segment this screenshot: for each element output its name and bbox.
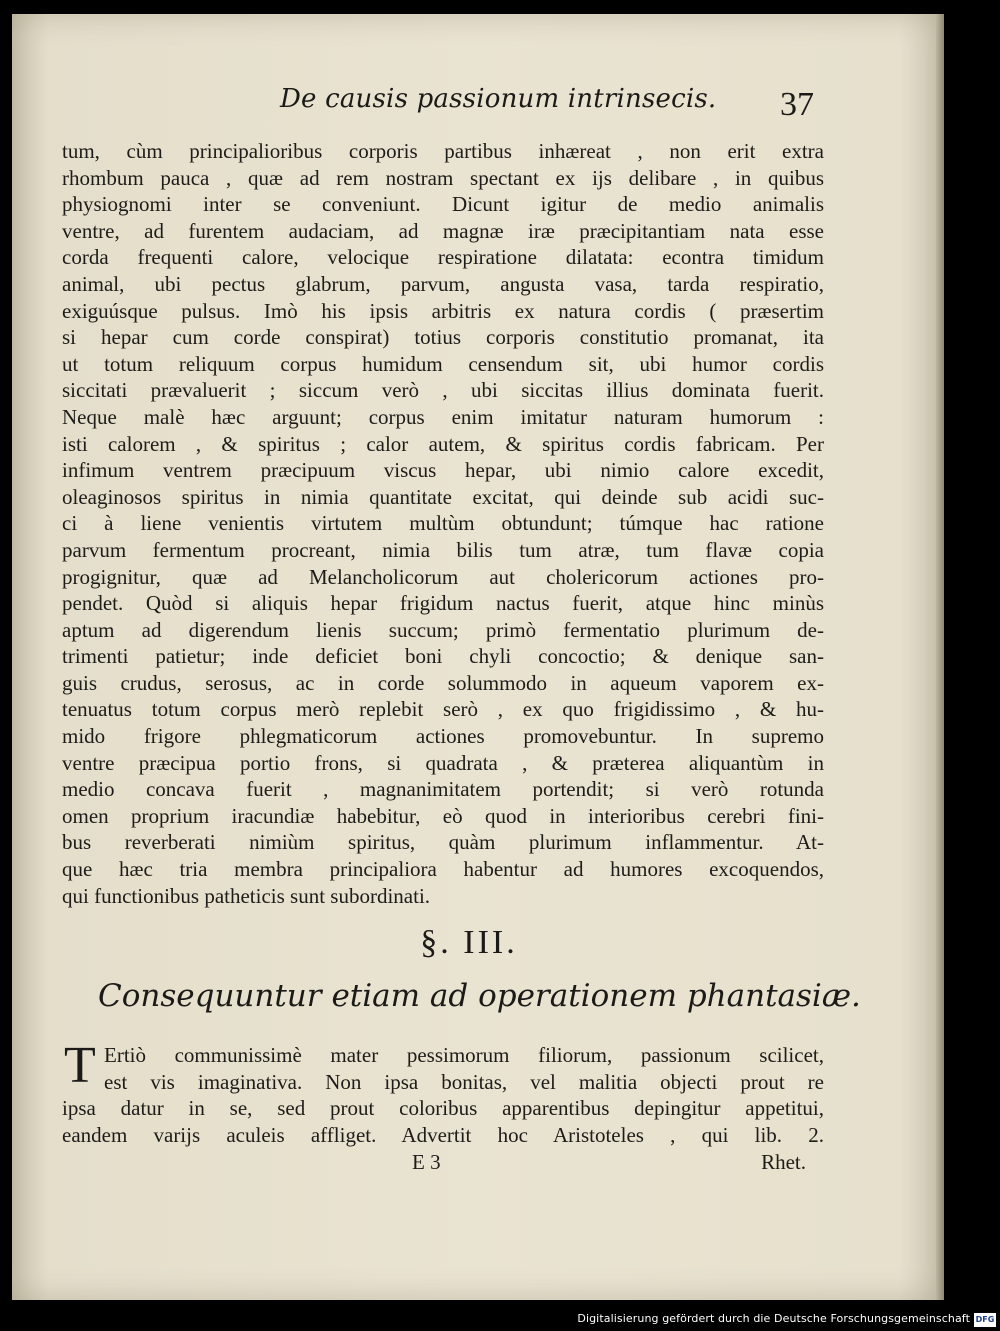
text-line: guis crudus, serosus, ac in corde solummodo in aqueum vaporem ex- bbox=[62, 670, 824, 695]
text-line: ventre, ad furentem audaciam, ad magnæ iræ præcipitantiam nata esse bbox=[62, 218, 824, 243]
text-line: oleaginosos spiritus in nimia quantitate excitat, qui deinde sub acidi suc- bbox=[62, 484, 824, 509]
text-line: est vis imaginativa. Non ipsa bonitas, vel malitia objecti prout re bbox=[104, 1069, 824, 1094]
catchword: Rhet. bbox=[761, 1150, 806, 1174]
text-line: medio concava fuerit , magnanimitatem portendit; si verò rotunda bbox=[62, 777, 824, 802]
drop-cap: T bbox=[64, 1037, 96, 1094]
text-line: si hepar cum corde conspirat) totius corporis constitutio promanat, ita bbox=[62, 325, 824, 350]
text-line: physiognomi inter se conveniunt. Dicunt igitur de medio animalis bbox=[62, 192, 824, 217]
text-line: parvum fermentum procreant, nimia bilis tum atræ, tum flavæ copia bbox=[62, 537, 824, 562]
text-line: isti calorem , & spiritus ; calor autem, & spiritus cordis fabricam. Per bbox=[62, 431, 824, 456]
signature-mark: E 3 bbox=[412, 1150, 441, 1174]
page-number: 37 bbox=[780, 86, 814, 123]
footer-credit: Digitalisierung gefördert durch die Deutsche Forschungsgemeinschaft bbox=[577, 1312, 970, 1325]
paragraph-1 bbox=[62, 138, 824, 909]
text-line: omen proprium iracundiæ habebitur, eò quod in interioribus cerebri fini- bbox=[62, 803, 824, 828]
footer-bar bbox=[0, 1310, 1000, 1331]
text-line: trimenti patietur; inde deficiet boni chyli concoctio; & denique san- bbox=[62, 644, 824, 669]
text-line: corda frequenti calore, velocique respiratione dilatata: econtra timidum bbox=[62, 245, 824, 270]
section-number: §. III. bbox=[420, 924, 518, 961]
dfg-logo-icon: DFG bbox=[974, 1313, 996, 1327]
text-line: tenuatus totum corpus merò replebit serò , ex quo frigidissimo , & hu- bbox=[62, 697, 824, 722]
paragraph-2 bbox=[62, 1037, 824, 1148]
text-line: qui functionibus patheticis sunt subordinati. bbox=[62, 883, 431, 908]
text-line: eandem varijs aculeis affliget. Advertit hoc Aristoteles , qui lib. 2. bbox=[62, 1122, 824, 1147]
text-line: Neque malè hæc arguunt; corpus enim imitatur naturam humorum : bbox=[62, 404, 824, 429]
running-head: De causis passionum intrinsecis. bbox=[280, 84, 717, 114]
text-line: mido frigore phlegmaticorum actiones promovebuntur. In supremo bbox=[62, 724, 824, 749]
text-line: exiguúsque pulsus. Imò his ipsis arbitris ex natura cordis ( præsertim bbox=[62, 298, 824, 323]
text-line: bus reverberati nimiùm spiritus, quàm plurimum inflammentur. At- bbox=[62, 830, 824, 855]
section-heading: Consequuntur etiam ad operationem phantasiæ. bbox=[98, 978, 861, 1014]
text-line: ut totum reliquum corpus humidum censendum sit, ubi humor cordis bbox=[62, 351, 824, 376]
text-line: rhombum pauca , quæ ad rem nostram spectant ex ijs delibare , in quibus bbox=[62, 165, 824, 190]
text-line: tum, cùm principalioribus corporis partibus inhæreat , non erit extra bbox=[62, 139, 824, 163]
text-line: pendet. Quòd si aliquis hepar frigidum nactus fuerit, atque hinc minùs bbox=[62, 591, 824, 616]
text-line: aptum ad digerendum lienis succum; primò fermentatio plurimum de- bbox=[62, 617, 824, 642]
text-line: Ertiò communissimè mater pessimorum filiorum, passionum scilicet, bbox=[104, 1043, 824, 1067]
text-line: siccitati prævaluerit ; siccum verò , ubi siccitas illius dominata fuerit. bbox=[62, 378, 824, 403]
text-line: ipsa datur in se, sed prout coloribus apparentibus depingitur appetitui, bbox=[62, 1096, 824, 1121]
page-edge bbox=[936, 14, 944, 1300]
text-line: infimum ventrem præcipuum viscus hepar, ubi nimio calore excedit, bbox=[62, 458, 824, 483]
text-line: que hæc tria membra principaliora habentur ad humores excoquendos, bbox=[62, 857, 824, 882]
text-line: ci à liene venientis virtutem multùm obtundunt; túmque hac ratione bbox=[62, 511, 824, 536]
text-line: ventre præcipua portio frons, si quadrata , & præterea aliquantùm in bbox=[62, 750, 824, 775]
text-line: animal, ubi pectus glabrum, parvum, angusta vasa, tarda respiratio, bbox=[62, 271, 824, 296]
page-footer-marks bbox=[62, 1150, 824, 1178]
text-line: progignitur, quæ ad Melancholicorum aut cholericorum actiones pro- bbox=[62, 564, 824, 589]
